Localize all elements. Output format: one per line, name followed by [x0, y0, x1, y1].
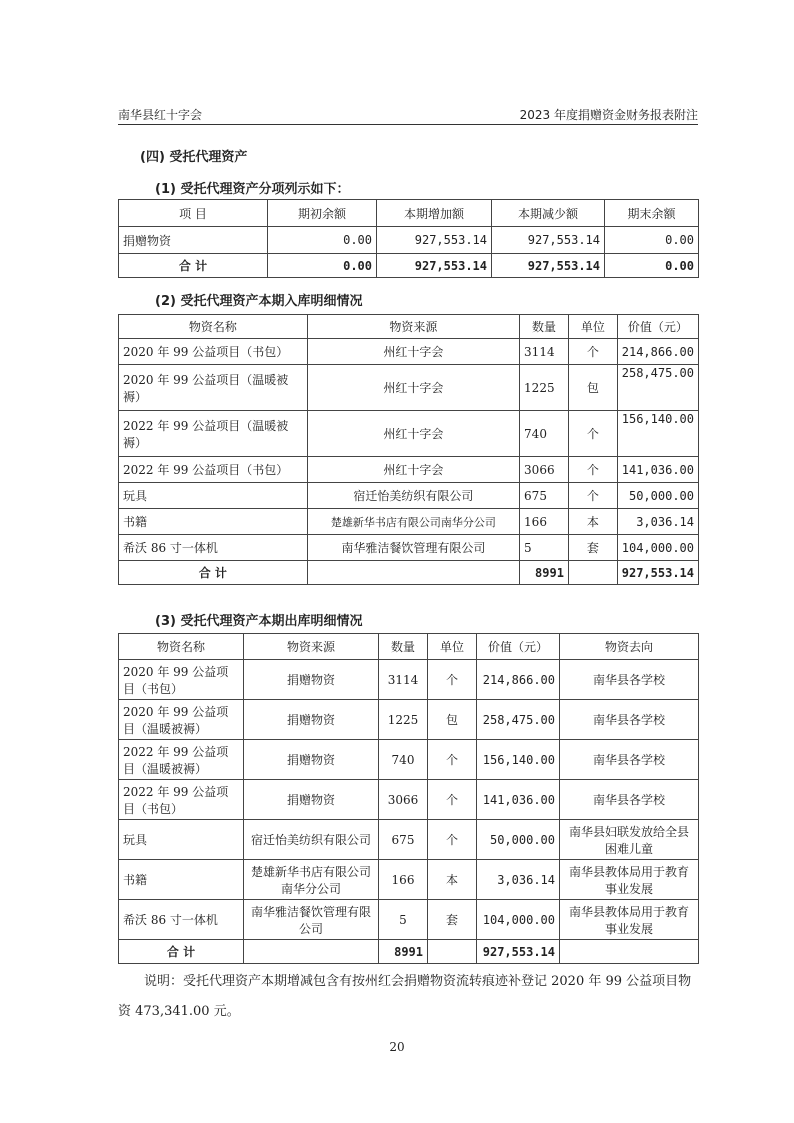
cell: 0.00	[268, 254, 377, 278]
total-label: 合 计	[119, 940, 244, 964]
cell: 希沃 86 寸一体机	[119, 535, 308, 561]
col-header: 物资来源	[244, 634, 379, 660]
cell: 214,866.00	[477, 660, 560, 700]
cell: 141,036.00	[617, 457, 698, 483]
cell: 675	[379, 820, 428, 860]
col-header: 价值（元）	[617, 315, 698, 339]
cell: 50,000.00	[617, 483, 698, 509]
cell: 希沃 86 寸一体机	[119, 900, 244, 940]
cell: 214,866.00	[617, 339, 698, 365]
page-number: 20	[389, 1040, 405, 1054]
cell: 捐赠物资	[244, 740, 379, 780]
cell: 156,140.00	[477, 740, 560, 780]
cell: 3,036.14	[617, 509, 698, 535]
cell	[244, 940, 379, 964]
table-row	[119, 411, 699, 457]
cell: 3114	[379, 660, 428, 700]
cell: 2022 年 99 公益项目（温暖被褥）	[119, 740, 244, 780]
cell: 南华雅洁餐饮管理有限公司	[244, 900, 379, 940]
cell: 个	[428, 660, 477, 700]
total-row	[119, 254, 699, 278]
cell: 104,000.00	[617, 535, 698, 561]
col-header: 单位	[428, 634, 477, 660]
table-row	[119, 227, 699, 254]
footnote: 说明：受托代理资产本期增减包含有按州红会捐赠物资流转痕迹补登记 2020 年 99 公益项目物资 473,341.00 元。	[118, 974, 692, 1019]
cell: 捐赠物资	[244, 780, 379, 820]
cell: 个	[568, 411, 617, 457]
cell: 2022 年 99 公益项目（温暖被褥）	[119, 411, 308, 457]
cell: 3114	[520, 339, 569, 365]
cell: 2022 年 99 公益项目（书包）	[119, 457, 308, 483]
col-header: 物资去向	[560, 634, 699, 660]
total-label: 合 计	[119, 254, 268, 278]
col-header: 期末余额	[605, 200, 699, 227]
total-row	[119, 940, 699, 964]
table-row	[119, 820, 699, 860]
header-org: 南华县红十字会	[118, 108, 203, 122]
cell: 套	[428, 900, 477, 940]
cell: 2020 年 99 公益项目（书包）	[119, 339, 308, 365]
cell: 州红十字会	[307, 411, 519, 457]
cell: 2020 年 99 公益项目（书包）	[119, 660, 244, 700]
cell: 104,000.00	[477, 900, 560, 940]
col-header: 单位	[568, 315, 617, 339]
cell: 2022 年 99 公益项目（书包）	[119, 780, 244, 820]
cell: 927,553.14	[377, 254, 492, 278]
cell: 2020 年 99 公益项目（温暖被褥）	[119, 700, 244, 740]
cell: 927,553.14	[617, 561, 698, 585]
cell: 南华县教体局用于教育事业发展	[560, 860, 699, 900]
cell: 927,553.14	[492, 227, 605, 254]
cell: 675	[520, 483, 569, 509]
col-header: 数量	[520, 315, 569, 339]
table2-title: (2) 受托代理资产本期入库明细情况	[155, 294, 363, 309]
cell: 927,553.14	[492, 254, 605, 278]
cell: 927,553.14	[477, 940, 560, 964]
page-header	[118, 104, 698, 125]
table-row	[119, 535, 699, 561]
cell: 258,475.00	[617, 365, 698, 411]
header-report-title: 2023 年度捐赠资金财务报表附注	[519, 108, 698, 122]
col-header: 期初余额	[268, 200, 377, 227]
cell: 740	[520, 411, 569, 457]
table-row	[119, 860, 699, 900]
cell: 166	[379, 860, 428, 900]
col-header: 价值（元）	[477, 634, 560, 660]
cell: 宿迁怡美纺织有限公司	[307, 483, 519, 509]
cell: 套	[568, 535, 617, 561]
cell: 3,036.14	[477, 860, 560, 900]
table-outbound	[118, 633, 699, 964]
table-row	[119, 339, 699, 365]
table-inbound	[118, 314, 699, 585]
cell: 50,000.00	[477, 820, 560, 860]
section-title: (四) 受托代理资产	[140, 150, 248, 165]
table-summary	[118, 199, 699, 278]
cell: 0.00	[605, 227, 699, 254]
total-row	[119, 561, 699, 585]
cell: 141,036.00	[477, 780, 560, 820]
table1-title: (1) 受托代理资产分项列示如下：	[155, 182, 350, 197]
cell: 楚雄新华书店有限公司南华分公司	[307, 509, 519, 535]
cell: 5	[379, 900, 428, 940]
cell: 0.00	[268, 227, 377, 254]
col-header: 数量	[379, 634, 428, 660]
cell	[428, 940, 477, 964]
col-header: 本期增加额	[377, 200, 492, 227]
cell: 个	[568, 339, 617, 365]
table-row	[119, 700, 699, 740]
cell: 州红十字会	[307, 365, 519, 411]
table-row	[119, 509, 699, 535]
table-row	[119, 660, 699, 700]
cell: 个	[428, 740, 477, 780]
col-header: 项 目	[119, 200, 268, 227]
cell: 捐赠物资	[244, 700, 379, 740]
cell: 捐赠物资	[244, 660, 379, 700]
table-row	[119, 900, 699, 940]
cell: 包	[428, 700, 477, 740]
cell: 本	[568, 509, 617, 535]
cell: 8991	[379, 940, 428, 964]
total-label: 合 计	[119, 561, 308, 585]
cell: 楚雄新华书店有限公司南华分公司	[244, 860, 379, 900]
cell: 156,140.00	[617, 411, 698, 457]
cell: 南华县各学校	[560, 740, 699, 780]
cell: 南华县妇联发放给全县困难儿童	[560, 820, 699, 860]
cell: 2020 年 99 公益项目（温暖被褥）	[119, 365, 308, 411]
cell: 258,475.00	[477, 700, 560, 740]
cell: 州红十字会	[307, 339, 519, 365]
col-header: 物资来源	[307, 315, 519, 339]
cell: 南华县各学校	[560, 780, 699, 820]
cell: 本	[428, 860, 477, 900]
cell: 8991	[520, 561, 569, 585]
cell	[307, 561, 519, 585]
cell: 南华县各学校	[560, 660, 699, 700]
col-header: 本期减少额	[492, 200, 605, 227]
cell: 南华雅洁餐饮管理有限公司	[307, 535, 519, 561]
cell	[568, 561, 617, 585]
table-row	[119, 483, 699, 509]
cell: 3066	[379, 780, 428, 820]
table3-title: (3) 受托代理资产本期出库明细情况	[155, 614, 363, 629]
cell: 宿迁怡美纺织有限公司	[244, 820, 379, 860]
cell: 包	[568, 365, 617, 411]
cell: 玩具	[119, 483, 308, 509]
cell: 捐赠物资	[119, 227, 268, 254]
cell: 书籍	[119, 860, 244, 900]
cell: 927,553.14	[377, 227, 492, 254]
table-row	[119, 457, 699, 483]
cell: 740	[379, 740, 428, 780]
cell: 3066	[520, 457, 569, 483]
table-row	[119, 365, 699, 411]
table-row	[119, 740, 699, 780]
cell: 个	[568, 483, 617, 509]
col-header: 物资名称	[119, 634, 244, 660]
cell: 0.00	[605, 254, 699, 278]
cell: 玩具	[119, 820, 244, 860]
cell: 1225	[520, 365, 569, 411]
cell: 南华县教体局用于教育事业发展	[560, 900, 699, 940]
table-row	[119, 780, 699, 820]
cell: 个	[428, 820, 477, 860]
cell	[560, 940, 699, 964]
cell: 1225	[379, 700, 428, 740]
cell: 166	[520, 509, 569, 535]
cell: 5	[520, 535, 569, 561]
cell: 州红十字会	[307, 457, 519, 483]
col-header: 物资名称	[119, 315, 308, 339]
cell: 南华县各学校	[560, 700, 699, 740]
cell: 书籍	[119, 509, 308, 535]
cell: 个	[568, 457, 617, 483]
cell: 个	[428, 780, 477, 820]
